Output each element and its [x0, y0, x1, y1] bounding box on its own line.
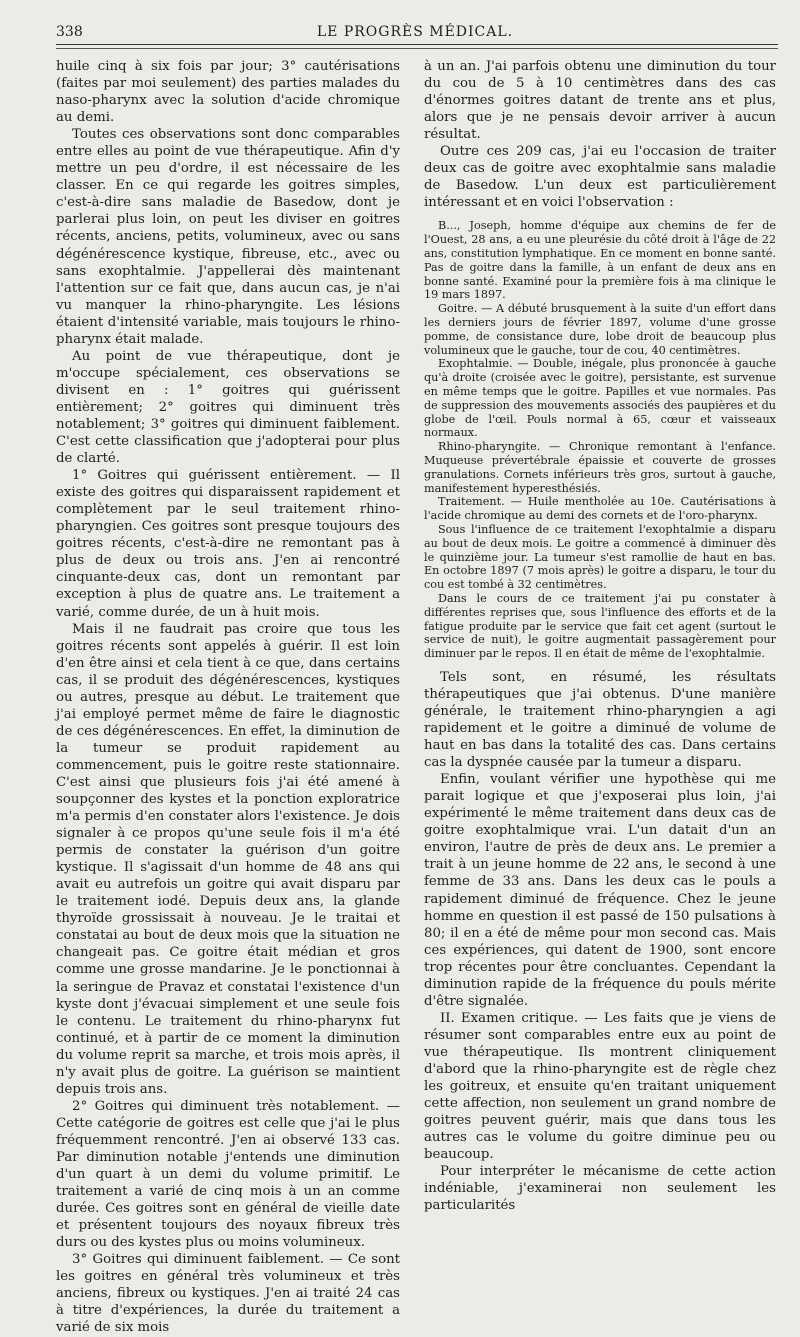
- paragraph: huile cinq à six fois par jour; 3° cautérisations (faites par moi seulement) des parties malades du naso-pharynx avec la solution d'acide chromique au demi.: [56, 59, 400, 126]
- left-column: [56, 58, 400, 1336]
- case-observation: [424, 219, 776, 661]
- page-number: 338: [56, 24, 83, 40]
- right-column: [424, 58, 776, 1214]
- paragraph: Pour interpréter le mécanisme de cette action indéniable, j'examinerai non seulement les particularités: [424, 1164, 776, 1214]
- paragraph: Mais il ne faudrait pas croire que tous les goitres récents sont appelés à guérir. Il est loin d'en être ainsi et cela tient à ce que, dans certains cas, il se produit des dégénérescences, kystiques ou autres, presque au début. Le traitement que j'ai employé permet même de faire le diagnostic de ces dégénérescences. En effet, la diminution de la tumeur se produit rapidement au commencement, puis le goitre reste stationnaire. C'est ainsi que plusieurs fois j'ai été amené à soupçonner des kystes et la ponction exploratrice m'a permis d'en constater alors l'existence. Je dois signaler à ce propos qu'une seule fois il m'a été permis de constater la guérison d'un goitre kystique. Il s'agissait d'un homme de 48 ans qui avait eu autrefois un goitre qui avait disparu par le traitement iodé. Depuis deux ans, la glande thyroïde grossissait à nouveau. Je le traitai et constatai au bout de deux mois que la situation ne changeait pas. Ce goitre était médian et gros comme une grosse mandarine. Je le ponctionnai à la seringue de Pravaz et constatai l'existence d'un kyste dont j'évacuai simplement et une seule fois le contenu. Le traitement du rhino-pharynx fut continué, et à partir de ce moment la diminution du volume reprit sa marche, et trois mois après, il n'y avait plus de goitre. La guérison se maintient depuis trois ans.: [56, 621, 400, 1097]
- section-paragraph: II. Examen critique. — Les faits que je viens de résumer sont comparables entre eux au point de vue thérapeutique. Ils montrent cliniquement d'abord que la rhino-pharyngite est de règle chez les goitreux, et ensuite qu'en traitant uniquement cette affection, non seulement un grand nombre de goitres peuvent guérir, mais que dans tous les autres cas le volume du goitre diminue peu ou beaucoup.: [424, 1010, 776, 1163]
- observation-paragraph: Rhino-pharyngite. — Chronique remontant à l'enfance. Muqueuse prévertébrale épaissie et couverte de grosses granulations. Cornets inférieurs très gros, surtout à gauche, manifestement hyperesthésiés.: [424, 440, 776, 495]
- observation-paragraph: Goitre. — A débuté brusquement à la suite d'un effort dans les derniers jours de février 1897, volume d'une grosse pomme, de consistance dure, lobe droit de beaucoup plus volumineux que le gauche, tour de cou, 40 centimètres.: [424, 302, 776, 357]
- observation-paragraph: Exophtalmie. — Double, inégale, plus prononcée à gauche qu'à droite (croisée avec le goitre), persistante, est survenue en même temps que le goitre. Papilles et vue normales. Pas de suppression des mouvements associés des paupières et du globe de l'œil. Pouls normal à 65, cœur et vaisseaux normaux.: [424, 357, 776, 440]
- paragraph: à un an. J'ai parfois obtenu une diminution du tour du cou de 5 à 10 centimètres dans des cas d'énormes goitres datant de trente ans et plus, alors que je ne pensais devoir arriver à aucun résultat.: [424, 59, 776, 143]
- paragraph: Enfin, voulant vérifier une hypothèse qui me parait logique et que j'exposerai plus loin, j'ai expérimenté le même traitement dans deux cas de goitre exophtalmique vrai. L'un datait d'un an environ, l'autre de près de deux ans. Le premier a trait à un jeune homme de 22 ans, le second à une femme de 33 ans. Dans les deux cas le pouls a rapidement diminué de fréquence. Chez le jeune homme en question il est passé de 150 pulsations à 80; il en a été de même pour mon second cas. Mais ces expériences, qui datent de 1900, sont encore trop récentes pour être concluantes. Cependant la diminution rapide de la fréquence du pouls mérite d'être signalée.: [424, 772, 776, 1009]
- observation-paragraph: Dans le cours de ce traitement j'ai pu constater à différentes reprises que, sous l'influence des efforts et de la fatigue produite par le service que fait cet agent (surtout le service de nuit), le goitre augmentait passagèrement pour diminuer par le repos. Il en était de même de l'exophtalmie.: [424, 591, 776, 661]
- observation-paragraph: Traitement. — Huile mentholée au 10e. Cautérisations à l'acide chromique au demi des cornets et de l'oro-pharynx.: [424, 495, 776, 523]
- observation-paragraph: Sous l'influence de ce traitement l'exophtalmie a disparu au bout de deux mois. Le goitre a commencé à diminuer dès le quinzième jour. La tumeur s'est ramollie de haut en bas. En octobre 1897 (7 mois après) le goitre a disparu, le tour du cou est tombé à 32 centimètres.: [424, 522, 776, 592]
- header-rule-thin: [56, 48, 778, 49]
- paragraph: Tels sont, en résumé, les résultats thérapeutiques que j'ai obtenus. D'une manière générale, le traitement rhino-pharyngien a agi rapidement et le goitre a diminué de volume de haut en bas dans la totalité des cas. Dans certains cas la dyspnée causée par la tumeur a disparu.: [424, 669, 776, 771]
- paragraph: 1° Goitres qui guérissent entièrement. — Il existe des goitres qui disparaissent rapidement et complètement par le seul traitement rhino-pharyngien. Ces goitres sont presque toujours des goitres récents, c'est-à-dire ne remontant pas à plus de deux ou trois ans. J'en ai rencontré cinquante-deux cas, dont un remontant par exception à plus de quatre ans. Le traitement a varié, comme durée, de un à huit mois.: [56, 468, 400, 620]
- header-rule: [56, 44, 778, 45]
- paragraph: Outre ces 209 cas, j'ai eu l'occasion de traiter deux cas de goitre avec exophtalmie sans maladie de Basedow. L'un deux est particulièrement intéressant et en voici l'observation :: [424, 144, 776, 211]
- journal-title: LE PROGRÈS MÉDICAL.: [316, 24, 514, 40]
- page-header: [56, 22, 774, 42]
- paragraph: Toutes ces observations sont donc comparables entre elles au point de vue thérapeutique. Afin d'y mettre un peu d'ordre, il est nécessaire de les classer. En ce qui regarde les goitres simples, c'est-à-dire sans maladie de Basedow, dont je parlerai plus loin, on peut les diviser en goitres récents, anciens, petits, volumineux, avec ou sans dégénérescence kystique, fibreuse, etc., avec ou sans exophtalmie. J'appellerai dès maintenant l'attention sur ce fait que, dans aucun cas, je n'ai vu manquer la rhino-pharyngite. Les lésions étaient d'intensité variable, mais toujours le rhino-pharynx était malade.: [56, 127, 400, 347]
- paragraph: Au point de vue thérapeutique, dont je m'occupe spécialement, ces observations se divisent en : 1° goitres qui guérissent entièrement; 2° goitres qui diminuent très notablement; 3° goitres qui diminuent faiblement. C'est cette classification que j'adopterai pour plus de clarté.: [56, 348, 400, 467]
- paragraph: 3° Goitres qui diminuent faiblement. — Ce sont les goitres en général très volumineux et très anciens, fibreux ou kystiques. J'en ai traité 24 cas à titre d'expériences, la durée du traitement a varié de six mois: [56, 1252, 400, 1336]
- paragraph: 2° Goitres qui diminuent très notablement. — Cette catégorie de goitres est celle que j'ai le plus fréquemment rencontré. J'en ai observé 133 cas. Par diminution notable j'entends une diminution d'un quart à un demi du volume primitif. Le traitement a varié de cinq mois à un an comme durée. Ces goitres sont en général de vieille date et présentent toujours des noyaux fibreux très durs ou des kystes plus ou moins volumineux.: [56, 1098, 400, 1251]
- observation-paragraph: B..., Joseph, homme d'équipe aux chemins de fer de l'Ouest, 28 ans, a eu une pleurésie du côté droit à l'âge de 22 ans, constitution lymphatique. En ce moment en bonne santé. Pas de goitre dans la famille, à un enfant de deux ans en bonne santé. Examiné pour la première fois à ma clinique le 19 mars 1897.: [424, 219, 776, 302]
